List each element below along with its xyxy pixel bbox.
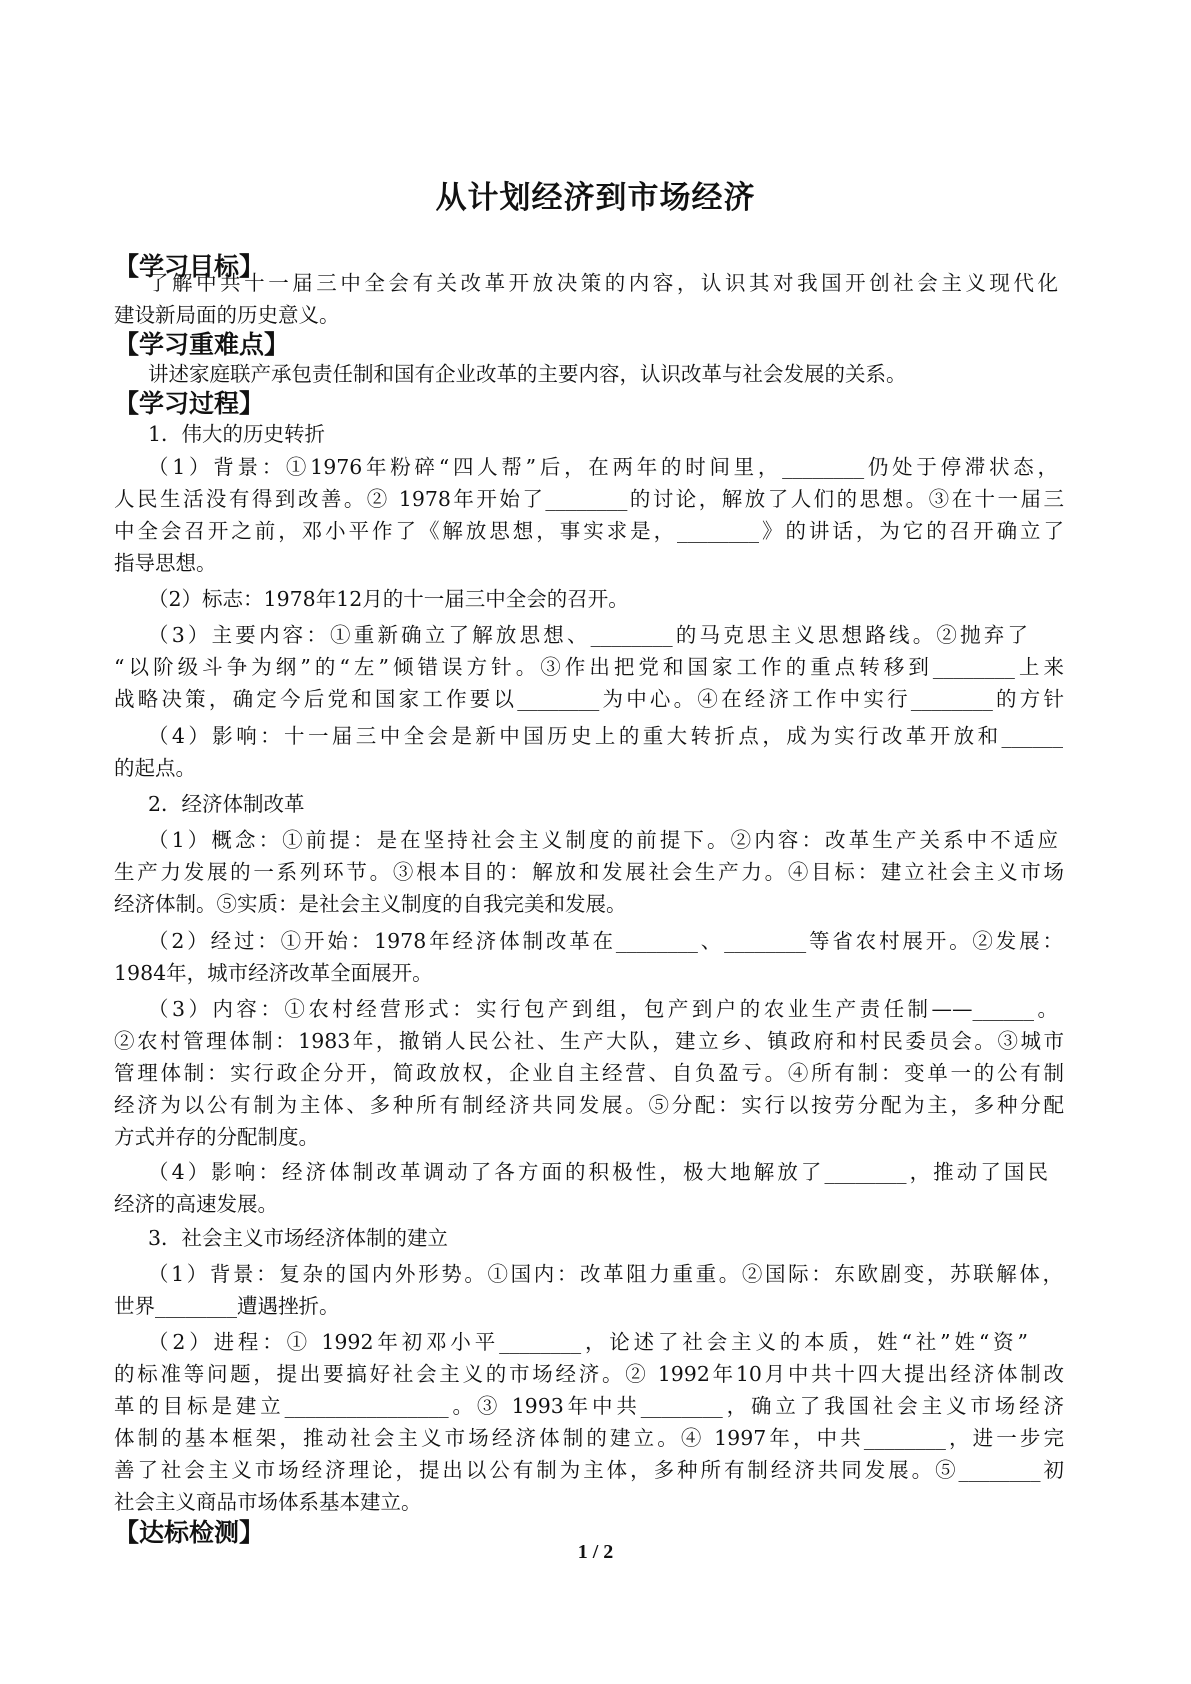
text-line: （1）背景：复杂的国内外形势。①国内：改革阻力重重。②国际：东欧剧变，苏联解体， [148,1262,1063,1286]
text-line: 生产力发展的一系列环节。③根本目的：解放和发展社会生产力。④目标：建立社会主义市场 [114,860,1064,884]
text-line: （2）经过：①开始：1978年经济体制改革在________、________等省农村展开。②发展： [148,929,1063,953]
text-line: 体制的基本框架，推动社会主义市场经济体制的建立。④ 1997年，中共________，进一步完 [114,1426,1064,1450]
text-line: （2）标志：1978年12月的十一届三中全会的召开。 [148,587,629,611]
text-line: 革的目标是建立________________。③ 1993年中共________，确立了我国社会主义市场经济 [114,1394,1064,1418]
text-line: 的起点。 [114,756,196,780]
text-line: 管理体制：实行政企分开，简政放权，企业自主经营、自负盈亏。④所有制：变单一的公有制 [114,1061,1064,1085]
subsection-heading: 2．经济体制改革 [148,792,305,816]
subsection-heading: 3．社会主义市场经济体制的建立 [148,1226,449,1250]
text-line: 的标准等问题，提出要搞好社会主义的市场经济。② 1992年10月中共十四大提出经济体制改 [114,1362,1064,1386]
text-line: （1）概念：①前提：是在坚持社会主义制度的前提下。②内容：改革生产关系中不适应 [148,828,1058,852]
text-line: （4）影响：十一届三中全会是新中国历史上的重大转折点，成为实行改革开放和______ [148,724,1063,748]
text-line: “以阶级斗争为纲”的“左”倾错误方针。③作出把党和国家工作的重点转移到________上来 [114,655,1064,679]
text-line: （3）主要内容：①重新确立了解放思想、________的马克思主义思想路线。②抛弃了 [148,623,1028,647]
text-line: 善了社会主义市场经济理论，提出以公有制为主体，多种所有制经济共同发展。⑤________初 [114,1458,1064,1482]
text-line: 经济体制。⑤实质：是社会主义制度的自我完美和发展。 [114,892,627,916]
text-line: （1）背景：①1976年粉碎“四人帮”后，在两年的时间里，________仍处于停滞状态， [148,455,1058,479]
text-line: 社会主义商品市场体系基本建立。 [114,1490,422,1514]
text-line: 人民生活没有得到改善。② 1978年开始了________的讨论，解放了人们的思想。③在十一届三 [114,487,1064,511]
text-line: （3）内容：①农村经营形式：实行包产到组，包产到户的农业生产责任制——______。 [148,997,1058,1021]
text-line: 方式并存的分配制度。 [114,1125,319,1149]
text-line: 世界________遭遇挫折。 [114,1294,340,1318]
text-line: （4）影响：经济体制改革调动了各方面的积极性，极大地解放了________，推动了国民 [148,1160,1048,1184]
section-heading-keypoints: 【学习重难点】 [114,330,290,359]
text-line: ②农村管理体制：1983年，撤销人民公社、生产大队，建立乡、镇政府和村民委员会。③城市 [114,1029,1064,1053]
text-line: 经济为以公有制为主体、多种所有制经济共同发展。⑤分配：实行以按劳分配为主，多种分配 [114,1093,1064,1117]
text-line: 经济的高速发展。 [114,1192,278,1216]
text-line: 1984年，城市经济改革全面展开。 [114,961,433,985]
text-line: 讲述家庭联产承包责任制和国有企业改革的主要内容，认识改革与社会发展的关系。 [148,362,907,386]
section-heading-process: 【学习过程】 [114,389,265,418]
section-heading-test: 【达标检测】 [114,1518,265,1547]
text-line: 中全会召开之前，邓小平作了《解放思想，事实求是，________》的讲话，为它的召开确立了 [114,519,1064,543]
section-heading-goals: 【学习目标】 [114,252,265,281]
document-title: 从计划经济到市场经济 [435,180,756,216]
page-number: 1 / 2 [577,1541,614,1563]
text-line: 了解中共十一届三中全会有关改革开放决策的内容，认识其对我国开创社会主义现代化 [148,271,1058,295]
text-line: （2）进程：① 1992年初邓小平________，论述了社会主义的本质，姓“社”姓“资” [148,1330,1028,1354]
subsection-heading: 1．伟大的历史转折 [148,422,326,446]
text-line: 指导思想。 [114,551,217,575]
text-line: 建设新局面的历史意义。 [114,303,340,327]
text-line: 战略决策，确定今后党和国家工作要以________为中心。④在经济工作中实行________的方针 [114,687,1064,711]
